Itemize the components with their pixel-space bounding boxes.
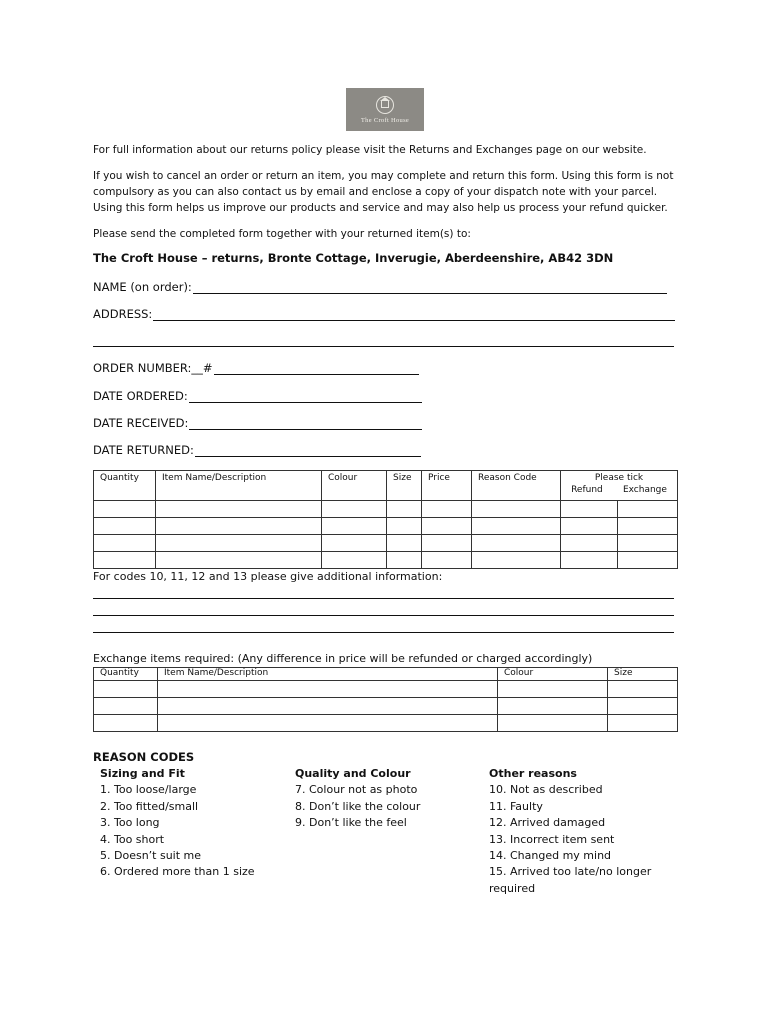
address-input-line-2[interactable] — [93, 346, 674, 347]
date-returned-input-line[interactable] — [195, 446, 421, 457]
returns-table-header-row — [94, 471, 678, 501]
sizing-fit-heading: Sizing and Fit — [100, 767, 185, 780]
list-item: 14. Changed my mind — [489, 849, 612, 863]
date-ordered-input-line[interactable] — [189, 392, 422, 403]
logo-text: The Croft House — [360, 116, 410, 124]
table-row[interactable] — [94, 518, 678, 535]
date-returned-field[interactable] — [93, 443, 421, 457]
return-address: The Croft House – returns, Bronte Cottage, Inverugie, Aberdeenshire, AB42 3DN — [93, 251, 614, 265]
list-item: 5. Doesn’t suit me — [100, 849, 202, 863]
exchange-table-header-row — [94, 668, 678, 681]
table-row[interactable] — [94, 698, 678, 715]
address-input-line[interactable] — [153, 310, 675, 321]
date-received-label: DATE RECEIVED: — [93, 416, 189, 430]
col-header-price: Price — [422, 471, 472, 501]
list-item: 11. Faulty — [489, 799, 543, 813]
address-label: ADDRESS: — [93, 307, 153, 321]
please-tick-label: Please tick — [594, 473, 644, 483]
col-header-colour: Colour — [322, 471, 387, 501]
exchange-col-header-colour: Colour — [498, 668, 608, 681]
table-row[interactable] — [94, 535, 678, 552]
sizing-fit-column — [100, 766, 255, 881]
other-reasons-heading: Other reasons — [489, 767, 577, 780]
table-row[interactable] — [94, 715, 678, 732]
name-field[interactable] — [93, 280, 667, 294]
exchange-table — [93, 667, 678, 732]
date-received-field[interactable] — [93, 416, 422, 430]
send-instructions: Please send the completed form together with your returned item(s) to: — [93, 228, 471, 240]
order-number-input-line[interactable] — [214, 364, 419, 375]
table-row[interactable] — [94, 681, 678, 698]
col-header-refund: Refund — [571, 485, 603, 495]
date-ordered-label: DATE ORDERED: — [93, 389, 188, 403]
brand-logo — [346, 88, 424, 131]
exchange-col-header-size: Size — [608, 668, 678, 681]
table-row[interactable] — [94, 552, 678, 569]
additional-info-line-2[interactable] — [93, 615, 674, 616]
list-item: 1. Too loose/large — [100, 783, 197, 797]
table-row[interactable] — [94, 501, 678, 518]
list-item: 3. Too long — [100, 816, 160, 830]
address-field[interactable] — [93, 307, 675, 321]
intro-paragraph-line-1: If you wish to cancel an order or return an item, you may complete and return this form. Using this form is not — [93, 170, 674, 182]
policy-info-text: For full information about our returns policy please visit the Returns and Exchanges page on our website. — [93, 144, 647, 156]
date-ordered-field[interactable] — [93, 389, 422, 403]
list-item: 12. Arrived damaged — [489, 816, 606, 830]
list-item: 15. Arrived too late/no longer — [489, 865, 652, 879]
reason-codes-title: REASON CODES — [93, 750, 195, 764]
order-number-label: ORDER NUMBER:__# — [93, 361, 213, 375]
col-header-item: Item Name/Description — [156, 471, 322, 501]
intro-paragraph-line-3: Using this form helps us improve our products and service and may also help us process your refund quicker. — [93, 202, 668, 214]
additional-info-line-1[interactable] — [93, 598, 674, 599]
order-number-field[interactable] — [93, 361, 419, 375]
additional-info-line-3[interactable] — [93, 632, 674, 633]
col-header-reason: Reason Code — [472, 471, 561, 501]
name-label: NAME (on order): — [93, 280, 192, 294]
date-returned-label: DATE RETURNED: — [93, 443, 194, 457]
exchange-col-header-quantity: Quantity — [94, 668, 158, 681]
additional-info-label: For codes 10, 11, 12 and 13 please give additional information: — [93, 570, 443, 583]
list-item: required — [489, 881, 536, 895]
list-item: 10. Not as described — [489, 783, 603, 797]
intro-paragraph-line-2: compulsory as you can also contact us by email and enclose a copy of your dispatch note with your parcel. — [93, 186, 658, 198]
other-reasons-column — [489, 766, 651, 897]
house-icon — [376, 96, 394, 114]
list-item: 6. Ordered more than 1 size — [100, 865, 255, 879]
list-item: 2. Too fitted/small — [100, 799, 199, 813]
col-header-size: Size — [387, 471, 422, 501]
exchange-col-header-item: Item Name/Description — [158, 668, 498, 681]
list-item: 4. Too short — [100, 832, 165, 846]
col-header-exchange: Exchange — [622, 485, 667, 495]
col-header-quantity: Quantity — [94, 471, 156, 501]
quality-colour-column — [295, 766, 420, 832]
name-input-line[interactable] — [193, 283, 667, 294]
col-header-please-tick — [561, 471, 678, 501]
exchange-label: Exchange items required: (Any difference in price will be refunded or charged accordingly) — [93, 652, 593, 665]
list-item: 13. Incorrect item sent — [489, 832, 615, 846]
returns-table — [93, 470, 678, 569]
list-item: 9. Don’t like the feel — [295, 816, 407, 830]
date-received-input-line[interactable] — [189, 419, 422, 430]
list-item: 7. Colour not as photo — [295, 783, 418, 797]
quality-colour-heading: Quality and Colour — [295, 767, 411, 780]
list-item: 8. Don’t like the colour — [295, 799, 421, 813]
